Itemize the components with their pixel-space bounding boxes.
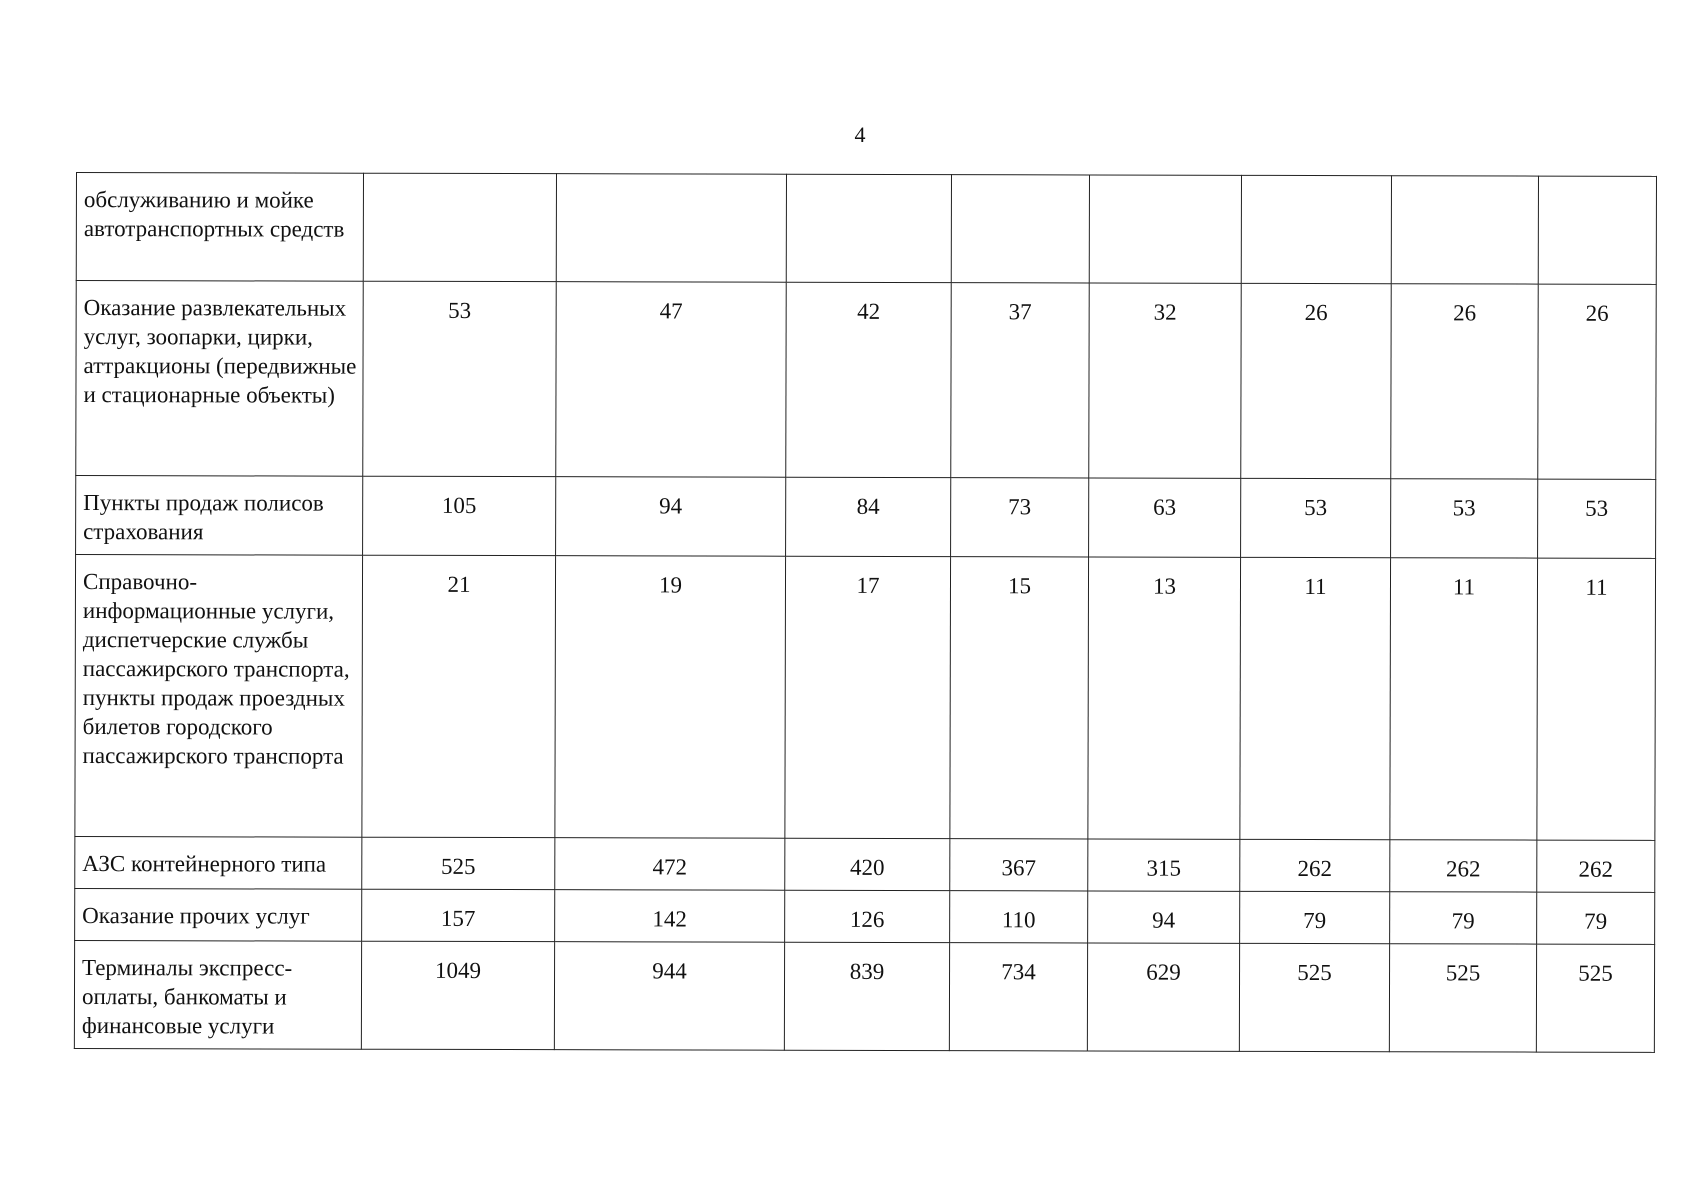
value-cell: 262 [1390,840,1537,892]
value-cell: 142 [555,890,785,943]
value-cell: 53 [1391,479,1538,558]
value-cell: 53 [363,281,556,476]
row-label-cell: Пункты продаж полисов страхования [76,476,363,556]
value-cell: 26 [1391,284,1538,479]
value-cell: 1049 [361,941,554,1049]
value-cell: 105 [363,476,556,555]
value-cell [363,173,556,281]
value-cell: 15 [950,557,1089,839]
value-cell: 525 [362,837,555,889]
table-body [74,173,1656,1053]
value-cell: 73 [951,478,1089,557]
value-cell [786,174,951,282]
value-cell: 63 [1089,478,1241,557]
row-label-cell: Терминалы экспресс-оплаты, банкоматы и финансовые услуги [74,940,361,1049]
value-cell: 525 [1239,943,1389,1051]
value-cell: 525 [1536,944,1654,1052]
value-cell [1391,176,1538,284]
value-cell: 839 [784,942,949,1050]
value-cell: 11 [1240,557,1391,839]
value-cell: 19 [555,556,786,839]
value-cell: 53 [1538,479,1656,558]
value-cell: 17 [785,556,951,838]
value-cell: 315 [1088,839,1240,891]
value-cell: 13 [1088,557,1241,839]
value-cell: 94 [556,477,786,557]
page-number: 4 [854,122,866,147]
row-label-cell: обслуживанию и мойке автотранспортных средств [76,173,363,282]
value-cell: 47 [556,282,786,478]
value-cell: 84 [786,477,951,556]
tariff-table-container [74,172,1657,1053]
table-row [75,836,1655,892]
value-cell: 367 [950,839,1088,891]
row-label-cell: Оказание развлекательных услуг, зоопарки, цирки, аттракционы (передвижные и стационарные объекты) [76,281,363,477]
table-row [76,281,1656,480]
table-row [75,888,1655,944]
value-cell: 53 [1241,478,1391,557]
tariff-table [74,172,1657,1053]
value-cell: 262 [1537,840,1655,892]
value-cell: 126 [785,890,950,942]
value-cell: 26 [1241,283,1391,478]
table-row [76,173,1656,285]
value-cell: 472 [555,838,785,891]
value-cell: 110 [950,891,1088,943]
value-cell [1089,175,1241,283]
table-row [76,476,1656,559]
value-cell: 420 [785,838,950,890]
table-row [75,555,1656,841]
value-cell: 157 [362,889,555,941]
value-cell: 94 [1088,891,1240,943]
value-cell: 734 [949,943,1087,1051]
value-cell [556,174,786,283]
value-cell: 11 [1390,558,1538,840]
value-cell: 11 [1537,558,1656,840]
value-cell: 42 [786,282,951,477]
value-cell [1241,175,1391,283]
row-label-cell: Оказание прочих услуг [75,888,362,941]
value-cell: 21 [362,555,556,837]
value-cell: 79 [1390,892,1537,944]
row-label-cell: Справочно-информационные услуги, диспетчерские службы пассажирского транспорта, пункты продаж проездных билетов городского пассажирского транспорта [75,555,363,838]
value-cell [951,175,1089,283]
value-cell: 32 [1089,283,1241,478]
value-cell: 26 [1538,284,1656,479]
table-row [74,940,1654,1052]
value-cell [1538,176,1656,284]
value-cell: 37 [951,283,1089,478]
value-cell: 79 [1537,892,1655,944]
value-cell: 944 [554,942,784,1051]
value-cell: 629 [1087,943,1239,1051]
value-cell: 525 [1389,944,1536,1052]
value-cell: 79 [1240,891,1390,943]
row-label-cell: АЗС контейнерного типа [75,836,362,889]
value-cell: 262 [1240,839,1390,891]
